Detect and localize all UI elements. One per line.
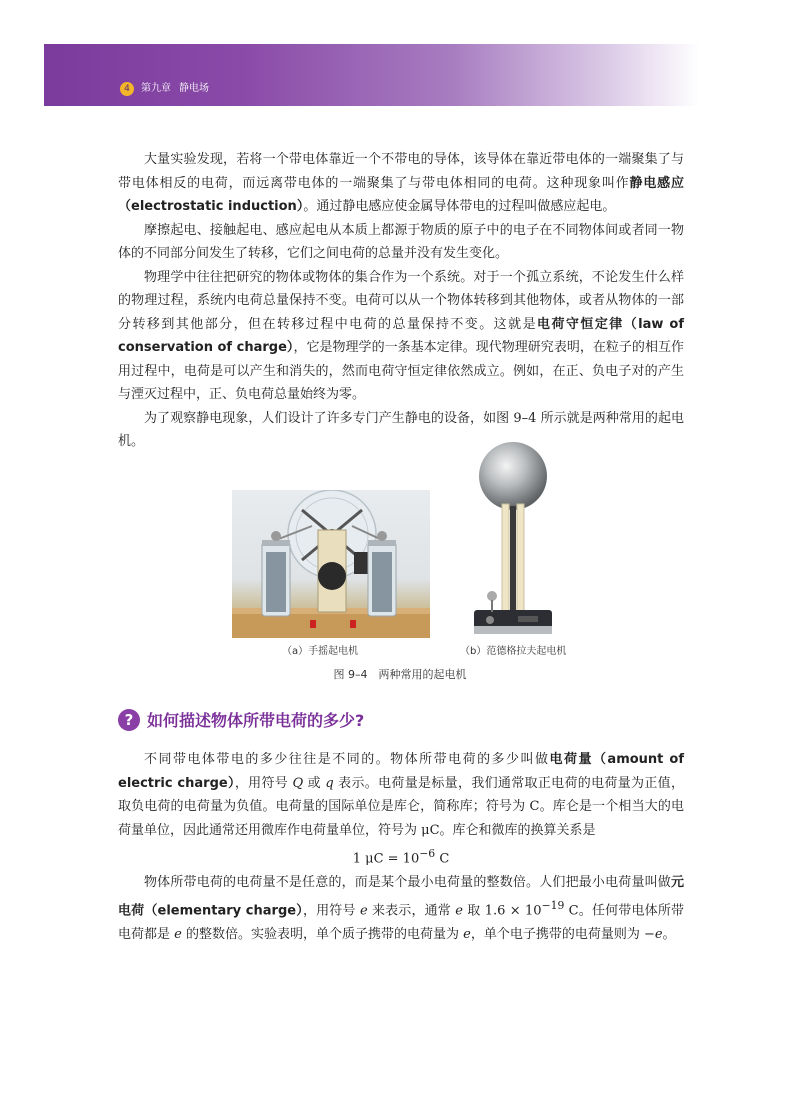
para5-text-2: ，用符号: [234, 775, 293, 791]
figure-9-4: [0, 440, 800, 690]
para6-text-6: 的整数倍。实验表明，单个质子携带的电荷量为: [181, 927, 464, 943]
para6-text-4: 取 1.6 × 10: [463, 903, 542, 919]
symbol-e: e: [463, 927, 471, 943]
section-heading: [118, 708, 364, 731]
section-title: 如何描述物体所带电荷的多少?: [147, 711, 365, 730]
para1-text-end: 。通过静电感应使金属导体带电的过程叫做感应起电。: [303, 199, 616, 214]
para6-text-7: ，单个电子携带的电荷量则为 −: [470, 927, 655, 943]
term-en-elementary-charge: （elementary charge）: [144, 903, 303, 919]
wimshurst-machine-photo: [232, 490, 430, 638]
para6-text-5: C。任何带电体所带电荷都是: [118, 903, 685, 943]
question-icon: ?: [118, 709, 140, 731]
body-text-bottom: [118, 748, 684, 947]
body-text-top: [118, 148, 684, 454]
para6-text-2: ，用符号: [302, 903, 360, 919]
term-en-conservation: （law of conservation of charge）: [118, 316, 684, 355]
wimshurst-machine-illustration: [232, 490, 430, 638]
para5-text: 不同带电体带电的多少往往是不同的。物体所带电荷的多少叫做: [144, 752, 550, 767]
symbol-e: e: [174, 927, 182, 943]
term-charge-amount: 电荷量: [549, 752, 593, 767]
caption-a: （a）手摇起电机: [282, 646, 359, 657]
term-conservation: 电荷守恒定律: [537, 316, 624, 332]
para3-text-end: ，它是物理学的一条基本定律。现代物理研究表明，在粒子的相互作用过程中，电荷是可以产生和消失的，然而电荷守恒定律依然成立。例如，在正、负电子对的产生与湮灭过程中，正、负电荷总量始终为零。: [118, 340, 684, 402]
symbol-e: e: [654, 927, 663, 943]
para6-text-8: 。: [662, 927, 676, 943]
formula-unit: C: [435, 851, 450, 867]
header-band: [44, 44, 700, 106]
paragraph-charge-transfer: 摩擦起电、接触起电、感应起电从本质上都源于物质的原子中的电子在不同物体间或者同一物体的不同部分间发生了转移，它们之间电荷的总量并没有发生变化。: [118, 222, 684, 261]
exponent: −19: [541, 899, 565, 913]
para5-text-3: 或: [303, 775, 326, 791]
symbol-q: q: [325, 775, 334, 791]
para3-text: 物理学中往往把研究的物体或物体的集合作为一个系统。对于一个孤立系统，不论发生什么样的物理过程，系统内电荷总量保持不变。电荷可以从一个物体转移到其他物体，或者从物体的一部分转移到其他部分，但在转移过程中电荷的总量保持不变。这就是: [118, 269, 684, 332]
paragraph-charge-amount: [118, 748, 684, 842]
term-en-charge-amount: （amount of electric charge）: [118, 752, 684, 791]
figure-title: 图 9–4 两种常用的起电机: [333, 668, 467, 681]
para6-text: 物体所带电荷的电荷量不是任意的，而是某个最小电荷量的整数倍。人们把最小电荷量叫做: [144, 874, 671, 890]
formula-microcoulomb: [118, 842, 684, 871]
para1-text: 大量实验发现，若将一个带电体靠近一个不带电的导体，该导体在靠近带电体的一端聚集了与带电体相反的电荷，而远离带电体的一端聚集了与带电体相同的电荷。这种现象叫作: [118, 152, 684, 191]
chapter-label: 第九章: [141, 83, 171, 94]
symbol-e: e: [455, 903, 463, 919]
symbol-Q: Q: [292, 775, 304, 791]
page-number: 4: [120, 82, 134, 96]
term-elementary-charge: 元电荷: [118, 874, 684, 919]
chapter-title: 静电场: [179, 83, 209, 94]
term-electrostatic-induction: 静电感应: [629, 175, 684, 191]
symbol-e: e: [359, 903, 368, 919]
paragraph-elementary-charge: [118, 871, 684, 947]
chapter-heading: [141, 82, 217, 96]
para6-text-3: 来表示，通常: [367, 903, 456, 919]
paragraph-electrostatic-induction: [118, 148, 684, 219]
van-de-graaff-illustration: [458, 440, 568, 638]
paragraph-conservation: [118, 266, 684, 407]
term-en-electrostatic-induction: （electrostatic induction）: [118, 199, 304, 214]
van-de-graaff-photo: [458, 440, 568, 638]
para5-text-4: 表示。电荷量是标量，我们通常取正电荷的电荷量为正值，取负电荷的电荷量为负值。电荷量的国际单位是库仑，简称库；符号为 C。库仑是一个相当大的电荷量单位，因此通常还用微库作电荷量单位，符号为 μC。库仑和微库的换算关系是: [118, 775, 684, 838]
formula-exponent: −6: [419, 847, 436, 860]
caption-b: （b）范德格拉夫起电机: [460, 646, 567, 657]
paragraph-generators-intro: 为了观察静电现象，人们设计了许多专门产生静电的设备，如图 9–4 所示就是两种常用的起电机。: [118, 410, 684, 449]
formula-lhs: 1 μC = 10: [352, 851, 420, 867]
